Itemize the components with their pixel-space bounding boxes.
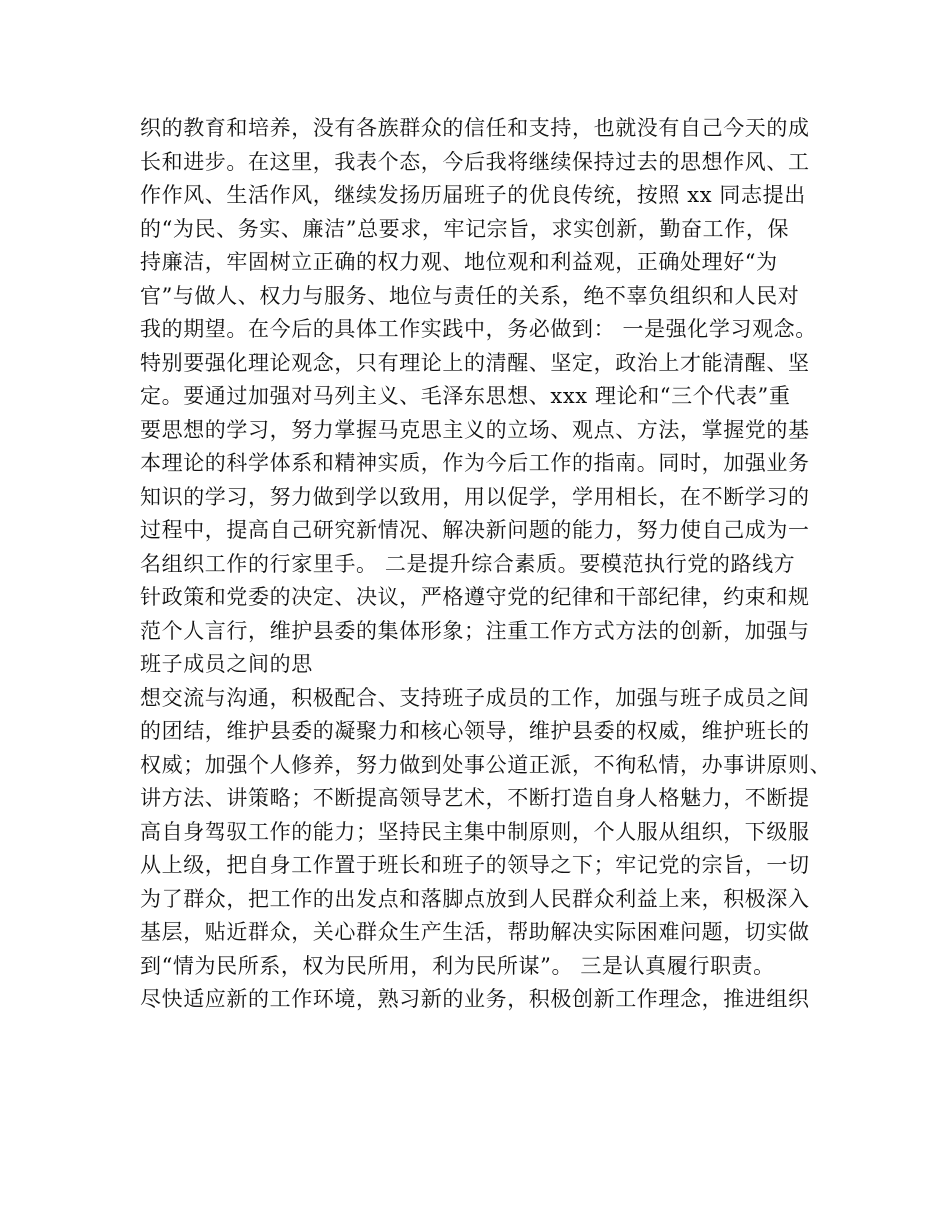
- text-line: 到“情为民所系，权为民所用，利为民所谋”。 三是认真履行职责。: [140, 953, 775, 978]
- text-line: 基层，贴近群众，关心群众生产生活，帮助解决实际困难问题，切实做: [140, 920, 810, 944]
- text-line: 想交流与沟通，积极配合、支持班子成员的工作，加强与班子成员之间: [140, 685, 810, 710]
- text-line: 过程中，提高自己研究新情况、解决新问题的能力，努力使自己成为一: [140, 518, 810, 542]
- text-line: 特别要强化理论观念，只有理论上的清醒、坚定，政治上才能清醒、坚: [140, 350, 810, 375]
- text-line: 作作风、生活作风，继续发扬历届班子的优良传统，按照 xx 同志提出: [140, 183, 806, 207]
- text-line: 从上级，把自身工作置于班长和班子的领导之下；牢记党的宗旨，一切: [140, 853, 810, 877]
- text-line: 要思想的学习，努力掌握马克思主义的立场、观点、方法，掌握党的基: [140, 417, 810, 442]
- text-line: 高自身驾驭工作的能力；坚持民主集中制原则，个人服从组织，下级服: [140, 819, 810, 844]
- text-line: 本理论的科学体系和精神实质，作为今后工作的指南。同时，加强业务: [140, 451, 810, 475]
- text-line: 名组织工作的行家里手。 二是提升综合素质。要模范执行党的路线方: [140, 551, 796, 576]
- text-line: 定。要通过加强对马列主义、毛泽东思想、xxx 理论和“三个代表”重: [140, 384, 791, 408]
- text-line: 长和进步。在这里，我表个态，今后我将继续保持过去的思想作风、工: [140, 149, 810, 174]
- text-line: 持廉洁，牢固树立正确的权力观、地位观和利益观，正确处理好“为: [140, 250, 778, 274]
- text-line: 权威；加强个人修养，努力做到处事公道正派，不徇私情，办事讲原则、: [140, 752, 832, 777]
- text-line: 的团结，维护县委的凝聚力和核心领导，维护县委的权威，维护班长的: [140, 719, 810, 743]
- body-text: [140, 112, 840, 1017]
- text-line: 的“为民、务实、廉洁”总要求，牢记宗旨，求实创新，勤奋工作，保: [140, 216, 790, 241]
- text-line: 针政策和党委的决定、决议，严格遵守党的纪律和干部纪律，约束和规: [140, 585, 810, 609]
- text-line: 织的教育和培养，没有各族群众的信任和支持，也就没有自己今天的成: [140, 116, 810, 140]
- text-line: 我的期望。在今后的具体工作实践中，务必做到： 一是强化学习观念。: [140, 317, 817, 341]
- text-line: 讲方法、讲策略；不断提高领导艺术，不断打造自身人格魅力，不断提: [140, 786, 810, 810]
- text-line: 班子成员之间的思: [140, 652, 313, 676]
- text-line: 尽快适应新的工作环境，熟习新的业务，积极创新工作理念，推进组织: [140, 987, 810, 1011]
- text-line: 范个人言行，维护县委的集体形象；注重工作方式方法的创新，加强与: [140, 618, 810, 643]
- text-line: 知识的学习，努力做到学以致用，用以促学，学用相长，在不断学习的: [140, 484, 810, 509]
- text-line: 官”与做人、权力与服务、地位与责任的关系，绝不辜负组织和人民对: [140, 283, 800, 308]
- text-line: 为了群众，把工作的出发点和落脚点放到人民群众利益上来，积极深入: [140, 886, 810, 911]
